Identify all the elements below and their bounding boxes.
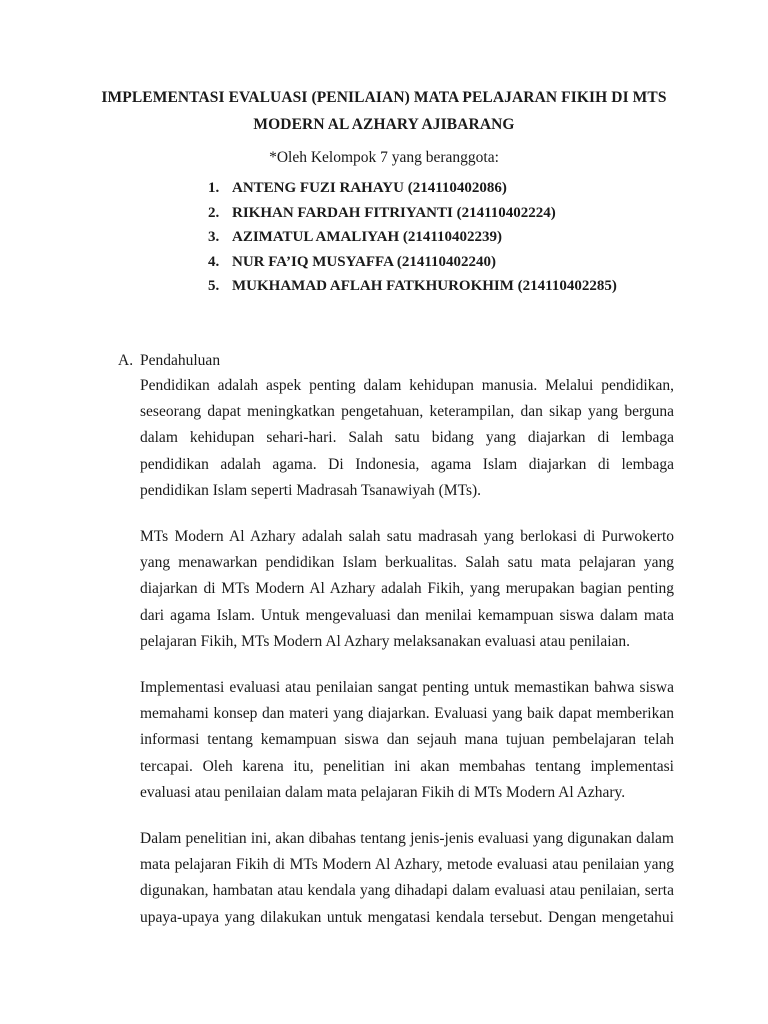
- body-paragraph-2: MTs Modern Al Azhary adalah salah satu madrasah yang berlokasi di Purwokerto yang menawarkan pendidikan Islam berkualitas. Salah satu mata pelajaran yang diajarkan di MTs Modern Al Azhary adalah Fikih, yang merupakan bagian penting dari agama Islam. Untuk mengevaluasi dan menilai kemampuan siswa dalam mata pelajaran Fikih, MTs Modern Al Azhary melaksanakan evaluasi atau penilaian.: [140, 528, 674, 650]
- member-item: 1. ANTENG FUZI RAHAYU (214110402086): [208, 180, 507, 196]
- section-letter: A.: [118, 352, 134, 369]
- title-line-1: IMPLEMENTASI EVALUASI (PENILAIAN) MATA PELAJARAN FIKIH DI MTS: [101, 89, 667, 106]
- title-line-2: MODERN AL AZHARY AJIBARANG: [253, 116, 515, 133]
- body-paragraph-3: Implementasi evaluasi atau penilaian sangat penting untuk memastikan bahwa siswa memahami konsep dan materi yang diajarkan. Evaluasi yang baik dapat memberikan informasi tentang kemampuan siswa dan sejauh mana tujuan pembelajaran telah tercapai. Oleh karena itu, penelitian ini akan membahas tentang implementasi evaluasi atau penilaian dalam mata pelajaran Fikih di MTs Modern Al Azhary.: [140, 679, 674, 801]
- section-title: Pendahuluan: [140, 352, 221, 369]
- document-title: [80, 84, 688, 138]
- member-item: 4. NUR FA’IQ MUSYAFFA (214110402240): [208, 253, 497, 270]
- body-paragraph-1: Pendidikan adalah aspek penting dalam kehidupan manusia. Melalui pendidikan, seseorang dapat meningkatkan pengetahuan, keterampilan, dan sikap yang berguna dalam kehidupan sehari-hari. Salah satu bidang yang diajarkan di lembaga pendidikan adalah agama. Di Indonesia, agama Islam diajarkan di lembaga pendidikan Islam seperti Madrasah Tsanawiyah (MTs).: [140, 377, 674, 499]
- section-heading: [118, 348, 220, 374]
- member-name: NUR FA’IQ MUSYAFFA (214110402240): [232, 253, 497, 270]
- member-name: MUKHAMAD AFLAH FATKHUROKHIM (214110402285): [232, 278, 617, 294]
- member-name: AZIMATUL AMALIYAH (214110402239): [232, 229, 503, 245]
- group-byline: *Oleh Kelompok 7 yang beranggota:: [269, 149, 499, 166]
- member-name: RIKHAN FARDAH FITRIYANTI (214110402224): [232, 204, 556, 221]
- member-item: 5. MUKHAMAD AFLAH FATKHUROKHIM (214110402285): [208, 278, 617, 294]
- member-name: ANTENG FUZI RAHAYU (214110402086): [232, 180, 507, 196]
- body-paragraph-4: Dalam penelitian ini, akan dibahas tentang jenis-jenis evaluasi yang digunakan dalam mata pelajaran Fikih di MTs Modern Al Azhary, metode evaluasi atau penilaian yang digunakan, hambatan atau kendala yang dihadapi dalam evaluasi atau penilaian, serta upaya-upaya yang dilakukan untuk mengatasi kendala tersebut. Dengan mengetahui: [140, 830, 674, 926]
- member-list: [208, 176, 617, 299]
- member-item: 2. RIKHAN FARDAH FITRIYANTI (214110402224): [208, 204, 556, 221]
- member-item: 3. AZIMATUL AMALIYAH (214110402239): [208, 229, 503, 245]
